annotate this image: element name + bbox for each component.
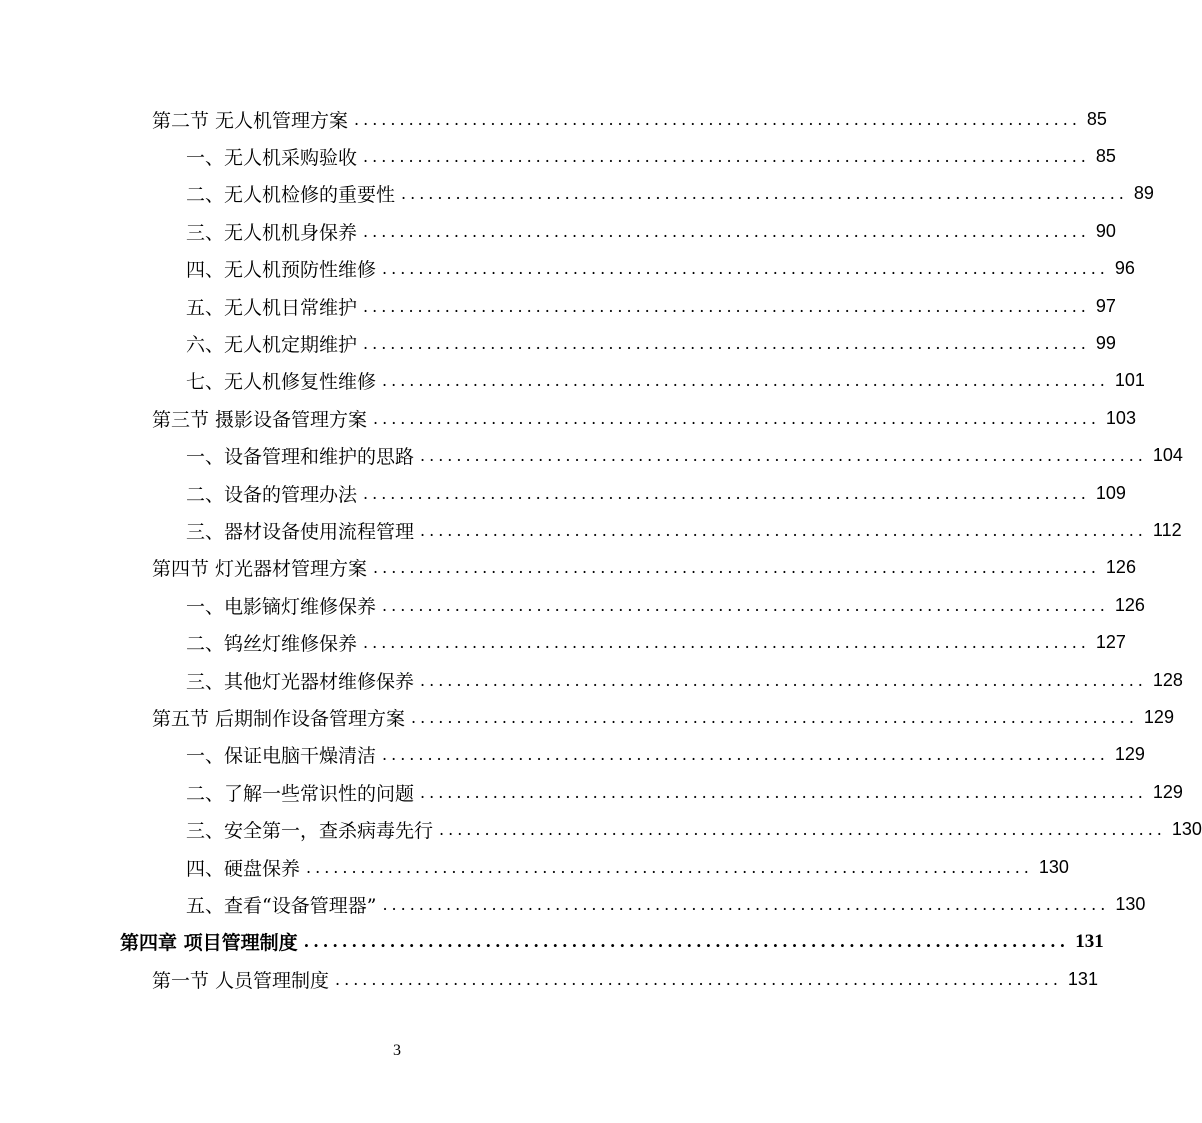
dot-leader: ................................................................................ [363, 221, 1090, 241]
toc-entry-title: 四、无人机预防性维修 [186, 259, 377, 282]
toc-entry-page: 99 [1095, 332, 1116, 353]
dot-leader: ................................................................................ [382, 745, 1109, 765]
toc-subsection-entry[interactable] [186, 176, 1154, 212]
dot-leader: ................................................................................ [420, 520, 1147, 540]
dot-leader: ................................................................................ [411, 707, 1138, 727]
toc-entry-title: 第三节 摄影设备管理方案 [152, 408, 368, 431]
toc-entry-page: 126 [1105, 557, 1136, 578]
toc-subsection-entry[interactable] [186, 475, 1126, 511]
dot-leader: ................................................................................ [363, 483, 1090, 503]
dot-leader: ................................................................................ [363, 296, 1090, 316]
toc-entry-page: 130 [1038, 856, 1069, 877]
toc-subsection-entry[interactable] [186, 774, 1183, 810]
toc-entry-title: 二、设备的管理办法 [186, 483, 358, 506]
toc-section-entry[interactable] [152, 400, 1136, 436]
dot-leader: ................................................................................ [420, 782, 1147, 802]
toc-entry-title: 一、设备管理和维护的思路 [186, 446, 415, 469]
toc-entry-title: 第四章 项目管理制度 [120, 932, 298, 955]
toc-entry-page: 126 [1114, 594, 1145, 615]
toc-entry-page: 103 [1105, 407, 1136, 428]
toc-entry-page: 128 [1152, 669, 1183, 690]
dot-leader: ................................................................................ [420, 670, 1147, 690]
toc-entry-page: 104 [1152, 445, 1183, 466]
toc-entry-title: 第四节 灯光器材管理方案 [152, 558, 368, 581]
toc-entry-page: 85 [1095, 145, 1116, 166]
page-number: 3 [393, 1042, 401, 1059]
toc-entry-page: 90 [1095, 220, 1116, 241]
dot-leader: ................................................................................ [373, 408, 1100, 428]
toc-entry-page: 97 [1095, 295, 1116, 316]
toc-subsection-entry[interactable] [186, 737, 1145, 773]
toc-entry-page: 129 [1143, 706, 1174, 727]
toc-entry-title: 三、其他灯光器材维修保养 [186, 670, 415, 693]
toc-entry-title: 二、了解一些常识性的问题 [186, 782, 415, 805]
toc-chapter-entry[interactable] [120, 924, 1104, 960]
toc-entry-page: 131 [1067, 968, 1098, 989]
toc-entry-title: 五、查看“设备管理器” [186, 894, 377, 917]
dot-leader: ................................................................................ [303, 932, 1070, 952]
dot-leader: ................................................................................ [439, 820, 1166, 840]
dot-leader: ................................................................................ [335, 969, 1062, 989]
toc-entry-title: 四、硬盘保养 [186, 857, 301, 880]
toc-entry-page: 131 [1075, 930, 1104, 952]
toc-entry-title: 五、无人机日常维护 [186, 296, 358, 319]
toc-subsection-entry[interactable] [186, 325, 1116, 361]
toc-section-entry[interactable] [152, 961, 1098, 997]
toc-entry-page: 101 [1114, 370, 1145, 391]
toc-entry-page: 112 [1152, 519, 1182, 540]
toc-subsection-entry[interactable] [186, 288, 1116, 324]
toc-entry-page: 130 [1171, 819, 1202, 840]
dot-leader: ................................................................................ [420, 446, 1147, 466]
dot-leader: ................................................................................ [363, 633, 1090, 653]
toc-entry-title: 三、无人机机身保养 [186, 221, 358, 244]
dot-leader: ................................................................................ [363, 146, 1090, 166]
toc-subsection-entry[interactable] [186, 849, 1069, 885]
toc-entry-title: 二、钨丝灯维修保养 [186, 633, 358, 656]
toc-subsection-entry[interactable] [186, 512, 1182, 548]
toc-section-entry[interactable] [152, 101, 1107, 137]
toc-subsection-entry[interactable] [186, 438, 1183, 474]
toc-entry-page: 130 [1115, 893, 1146, 914]
toc-subsection-entry[interactable] [186, 812, 1202, 848]
toc-entry-page: 129 [1114, 744, 1145, 765]
dot-leader: ................................................................................ [306, 857, 1033, 877]
toc-entry-title: 第二节 无人机管理方案 [152, 109, 349, 132]
toc-section-entry[interactable] [152, 550, 1136, 586]
toc-entry-title: 第一节 人员管理制度 [152, 969, 330, 992]
toc-entry-title: 六、无人机定期维护 [186, 333, 358, 356]
toc-entry-page: 109 [1095, 482, 1126, 503]
toc-subsection-entry[interactable] [186, 662, 1183, 698]
toc-subsection-entry[interactable] [186, 625, 1126, 661]
toc-entry-title: 一、保证电脑干燥清洁 [186, 745, 377, 768]
toc-entry-page: 127 [1095, 632, 1126, 653]
toc-entry-page: 89 [1133, 183, 1154, 204]
toc-entry-title: 第五节 后期制作设备管理方案 [152, 707, 406, 730]
dot-leader: ................................................................................ [382, 371, 1109, 391]
toc-entry-page: 85 [1086, 108, 1107, 129]
toc-subsection-entry[interactable] [186, 251, 1135, 287]
toc-section-entry[interactable] [152, 699, 1174, 735]
toc-entry-title: 二、无人机检修的重要性 [186, 184, 396, 207]
toc-entry-title: 七、无人机修复性维修 [186, 371, 377, 394]
toc-subsection-entry[interactable] [186, 886, 1146, 922]
dot-leader: ................................................................................ [373, 558, 1100, 578]
toc-subsection-entry[interactable] [186, 138, 1116, 174]
dot-leader: ................................................................................ [354, 109, 1081, 129]
toc-entry-title: 一、电影镝灯维修保养 [186, 595, 377, 618]
toc-entry-title: 三、安全第一，查杀病毒先行 [186, 820, 434, 843]
toc-entry-title: 一、无人机采购验收 [186, 146, 358, 169]
toc-entry-page: 96 [1114, 258, 1135, 279]
toc-entry-page: 129 [1152, 781, 1183, 802]
toc-entry-title: 三、器材设备使用流程管理 [186, 520, 415, 543]
dot-leader: ................................................................................ [401, 184, 1128, 204]
toc-subsection-entry[interactable] [186, 587, 1145, 623]
dot-leader: ................................................................................ [382, 259, 1109, 279]
dot-leader: ................................................................................ [363, 333, 1090, 353]
toc-subsection-entry[interactable] [186, 213, 1116, 249]
toc-subsection-entry[interactable] [186, 363, 1145, 399]
dot-leader: ................................................................................ [382, 595, 1109, 615]
dot-leader: ................................................................................ [382, 894, 1110, 914]
